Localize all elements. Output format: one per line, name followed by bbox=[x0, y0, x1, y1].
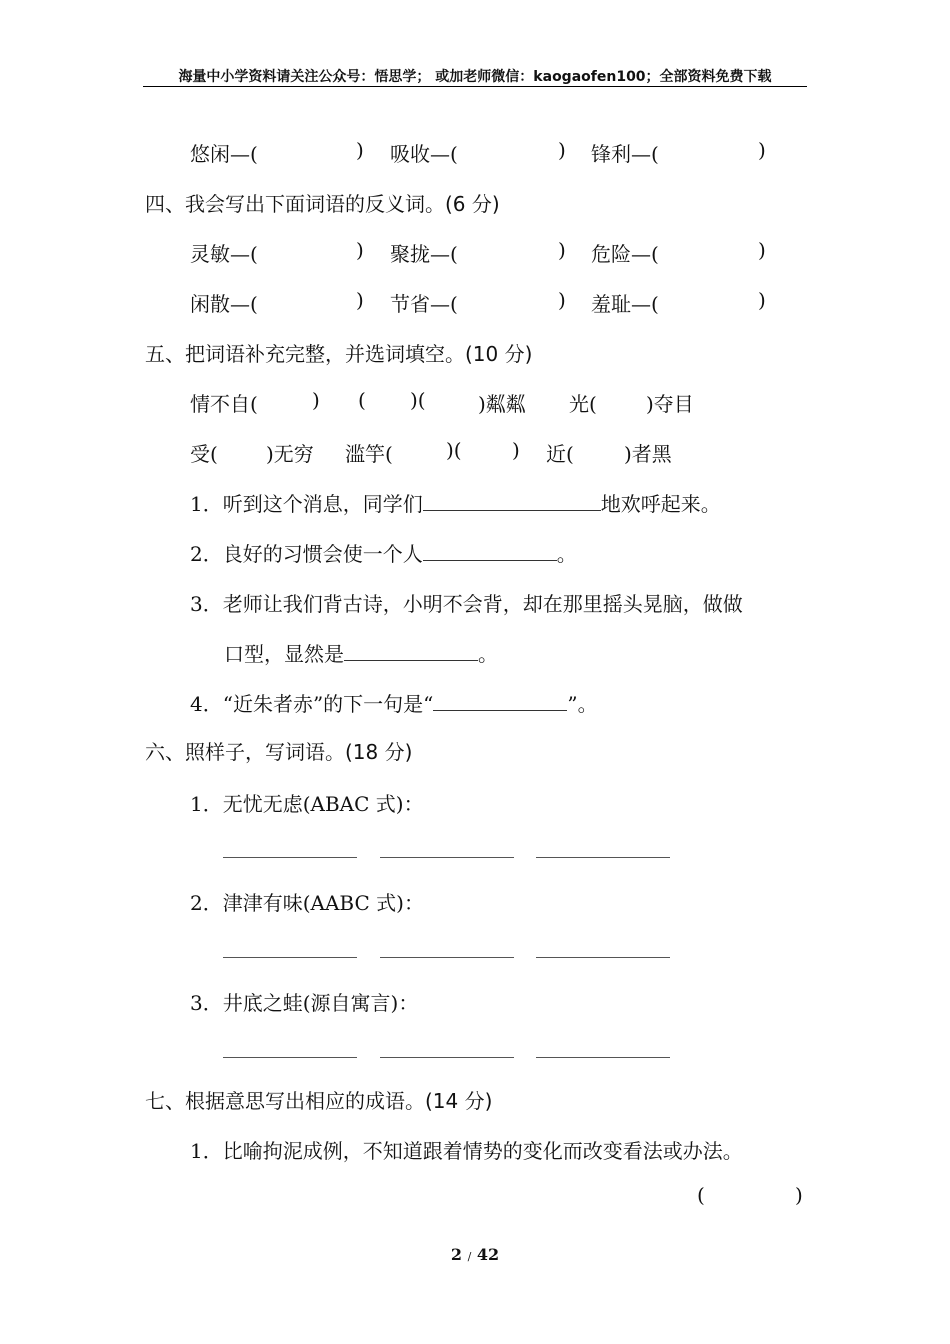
word-item: 锋利—( bbox=[591, 142, 659, 166]
paren-close: ) bbox=[758, 138, 766, 162]
answer-line[interactable] bbox=[536, 1057, 670, 1058]
idiom-part: 光( bbox=[569, 392, 597, 416]
answer-line[interactable] bbox=[380, 857, 514, 858]
question-5-3: 3．老师让我们背古诗，小明不会背，却在那里摇头晃脑，做做 bbox=[190, 592, 743, 616]
word-item: 聚拢—( bbox=[390, 242, 458, 266]
idiom-part: 滥竽( bbox=[345, 442, 393, 466]
question-5-4 bbox=[190, 688, 598, 717]
idiom-part: )( bbox=[446, 438, 462, 462]
page-header: 海量中小学资料请关注公众号：悟思学； 或加老师微信：kaogaofen100；全部资料免费下载 bbox=[178, 69, 772, 85]
section5-title: 五、把词语补充完整，并选词填空。(10 分) bbox=[145, 342, 533, 366]
paren-close: ) bbox=[356, 138, 364, 162]
word-item: 闲散—( bbox=[190, 292, 258, 316]
answer-line[interactable] bbox=[536, 857, 670, 858]
question-7-1: 1．比喻拘泥成例，不知道跟着情势的变化而改变看法或办法。 bbox=[190, 1139, 743, 1163]
paren-close: ) bbox=[356, 288, 364, 312]
page-separator: / bbox=[467, 1250, 472, 1263]
question-text: ”。 bbox=[567, 692, 598, 716]
paren-close: ) bbox=[558, 288, 566, 312]
header-divider bbox=[143, 86, 807, 87]
answer-blank[interactable] bbox=[423, 492, 601, 511]
question-6-2: 2．津津有味(AABC 式)： bbox=[190, 891, 424, 915]
idiom-part: ) bbox=[512, 438, 520, 462]
section7-title: 七、根据意思写出相应的成语。(14 分) bbox=[145, 1089, 493, 1113]
page-current: 2 bbox=[450, 1245, 462, 1264]
question-5-2 bbox=[190, 538, 577, 567]
answer-line[interactable] bbox=[223, 1057, 357, 1058]
idiom-part: 受( bbox=[190, 442, 218, 466]
idiom-part: 情不自( bbox=[190, 392, 258, 416]
paren-close: ) bbox=[758, 288, 766, 312]
page-total: 42 bbox=[476, 1245, 500, 1264]
idiom-part: ( bbox=[358, 388, 366, 412]
answer-line[interactable] bbox=[380, 957, 514, 958]
idiom-part: )夺目 bbox=[646, 392, 694, 416]
question-6-3: 3．井底之蛙(源自寓言)： bbox=[190, 991, 419, 1015]
question-text: 。 bbox=[478, 642, 498, 666]
section4-title: 四、我会写出下面词语的反义词。(6 分) bbox=[145, 192, 500, 216]
section6-title: 六、照样子，写词语。(18 分) bbox=[145, 740, 413, 764]
idiom-part: )者黑 bbox=[624, 442, 672, 466]
paren-close: ) bbox=[758, 238, 766, 262]
paren-close: ) bbox=[356, 238, 364, 262]
word-item: 羞耻—( bbox=[591, 292, 659, 316]
answer-line[interactable] bbox=[536, 957, 670, 958]
paren-close: ) bbox=[558, 238, 566, 262]
page-number bbox=[0, 1245, 950, 1264]
answer-paren-open: ( bbox=[697, 1183, 705, 1207]
question-text: 。 bbox=[556, 542, 577, 566]
question-text: 口型，显然是 bbox=[224, 642, 344, 666]
question-text: 2．良好的习惯会使一个人 bbox=[190, 542, 423, 566]
answer-paren-close: ) bbox=[795, 1183, 803, 1207]
paren-close: ) bbox=[558, 138, 566, 162]
answer-blank[interactable] bbox=[344, 642, 478, 661]
question-text: 1．听到这个消息，同学们 bbox=[190, 492, 423, 516]
word-item: 危险—( bbox=[591, 242, 659, 266]
idiom-part: )粼粼 bbox=[478, 392, 526, 416]
idiom-part: ) bbox=[312, 388, 320, 412]
word-item: 灵敏—( bbox=[190, 242, 258, 266]
answer-blank[interactable] bbox=[433, 692, 567, 711]
word-item: 吸收—( bbox=[390, 142, 458, 166]
answer-blank[interactable] bbox=[423, 542, 557, 561]
idiom-part: )无穷 bbox=[266, 442, 314, 466]
answer-line[interactable] bbox=[223, 957, 357, 958]
answer-line[interactable] bbox=[380, 1057, 514, 1058]
question-6-1: 1．无忧无虑(ABAC 式)： bbox=[190, 792, 424, 816]
question-text: 地欢呼起来。 bbox=[600, 492, 721, 516]
word-item: 悠闲—( bbox=[190, 142, 258, 166]
word-item: 节省—( bbox=[390, 292, 458, 316]
question-text: 4．“近朱者赤”的下一句是“ bbox=[190, 692, 434, 716]
answer-line[interactable] bbox=[223, 857, 357, 858]
question-5-3-cont bbox=[224, 638, 498, 667]
idiom-part: )( bbox=[410, 388, 426, 412]
question-5-1 bbox=[190, 488, 721, 517]
idiom-part: 近( bbox=[546, 442, 574, 466]
